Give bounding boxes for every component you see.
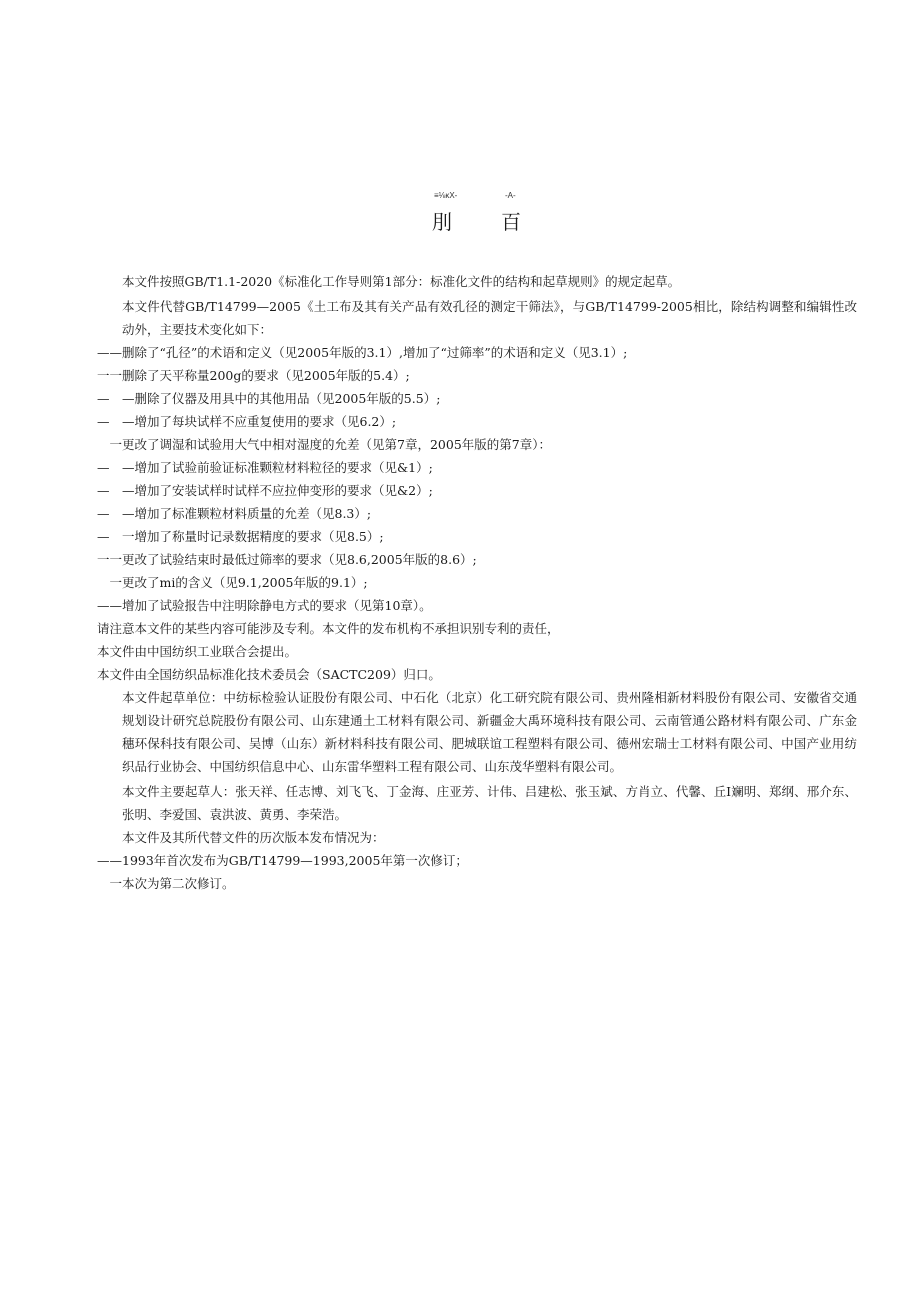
list-item: 一一删除了天平称量200g的要求（见2005年版的5.4）; (97, 368, 410, 383)
patent-notice: 请注意本文件的某些内容可能涉及专利。本文件的发布机构不承担识别专利的责任， (97, 621, 560, 636)
list-item: — —删除了仪器及用具中的其他用品（见2005年版的5.5）; (97, 391, 441, 406)
page-title (0, 206, 920, 236)
list-item: 一一更改了试验结束时最低过筛率的要求（见8.6,2005年版的8.6）; (97, 552, 477, 567)
title-right-char: 百 (501, 210, 521, 234)
history-intro: 本文件及其所代替文件的历次版本发布情况为： (122, 830, 385, 845)
paragraph-standard-basis: 本文件按照GB/T1.1-2020《标准化工作导则第1部分：标准化文件的结构和起草规则》的规定起草。 (122, 274, 681, 289)
history-item: ——1993年首次发布为GB/T14799—1993,2005年第一次修订； (97, 853, 468, 868)
changes-list (97, 341, 857, 617)
drafters: 本文件主要起草人：张天祥、任志博、刘飞飞、丁金海、庄亚芳、计伟、吕建松、张玉斌、方肖立、代馨、丘I斓明、郑纲、邢介东、张明、李爱国、袁洪波、黄勇、李荣浩。 (122, 784, 857, 822)
list-item: — 一增加了称量时记录数据精度的要求（见8.5）; (97, 529, 384, 544)
history-item: 一本次为第二次修订。 (97, 876, 235, 891)
list-item: 一更改了mi的含义（见9.1,2005年版的9.1）; (97, 575, 368, 590)
title-left-char: 刖 (432, 210, 452, 234)
header-noise-right: -A- (505, 191, 516, 200)
proposed-by: 本文件由中国纺织工业联合会提出。 (97, 644, 298, 659)
list-item: — —增加了标准颗粒材料质量的允差（见8.3）; (97, 506, 372, 521)
document-body (97, 270, 857, 895)
drafting-units: 本文件起草单位：中纺标检验认证股份有限公司、中石化（北京）化工研究院有限公司、贵州隆相新材料股份有限公司、安徽省交通规划设计研究总院股份有限公司、山东建通土工材料有限公司、新疆金大禹环境科技有限公司、云南管通公路材料有限公司、广东金穗环保科技有限公司、吴博（山东）新材料科技有限公司、肥城联谊工程塑料有限公司、德州宏瑞士工材料有限公司、中国产业用纺织品行业协会、中国纺织信息中心、山东雷华塑料工程有限公司、山东茂华塑料有限公司。 (122, 690, 857, 774)
list-item: — —增加了每块试样不应重复使用的要求（见6.2）; (97, 414, 397, 429)
list-item: — —增加了安装试样时试样不应拉伸变形的要求（见&2）; (97, 483, 433, 498)
list-item: 一更改了调湿和试验用大气中相对湿度的允差（见第7章，2005年版的第7章）： (97, 437, 551, 452)
list-item: — —增加了试验前验证标准颗粒材料粒径的要求（见&1）; (97, 460, 433, 475)
paragraph-replacement: 本文件代替GB/T14799—2005《土工布及其有关产品有效孔径的测定干筛法》，与GB/T14799-2005相比，除结构调整和编辑性改动外，主要技术变化如下： (122, 299, 857, 337)
list-item: ——删除了“孔径”的术语和定义（见2005年版的3.1）,增加了“过筛率”的术语和定义（见3.1）; (97, 345, 628, 360)
header-noise-left: ≡⅛κX- (434, 191, 458, 200)
list-item: ——增加了试验报告中注明除静电方式的要求（见第10章）。 (97, 598, 432, 613)
centralized-by: 本文件由全国纺织品标准化技术委员会（SACTC209）归口。 (97, 667, 441, 682)
